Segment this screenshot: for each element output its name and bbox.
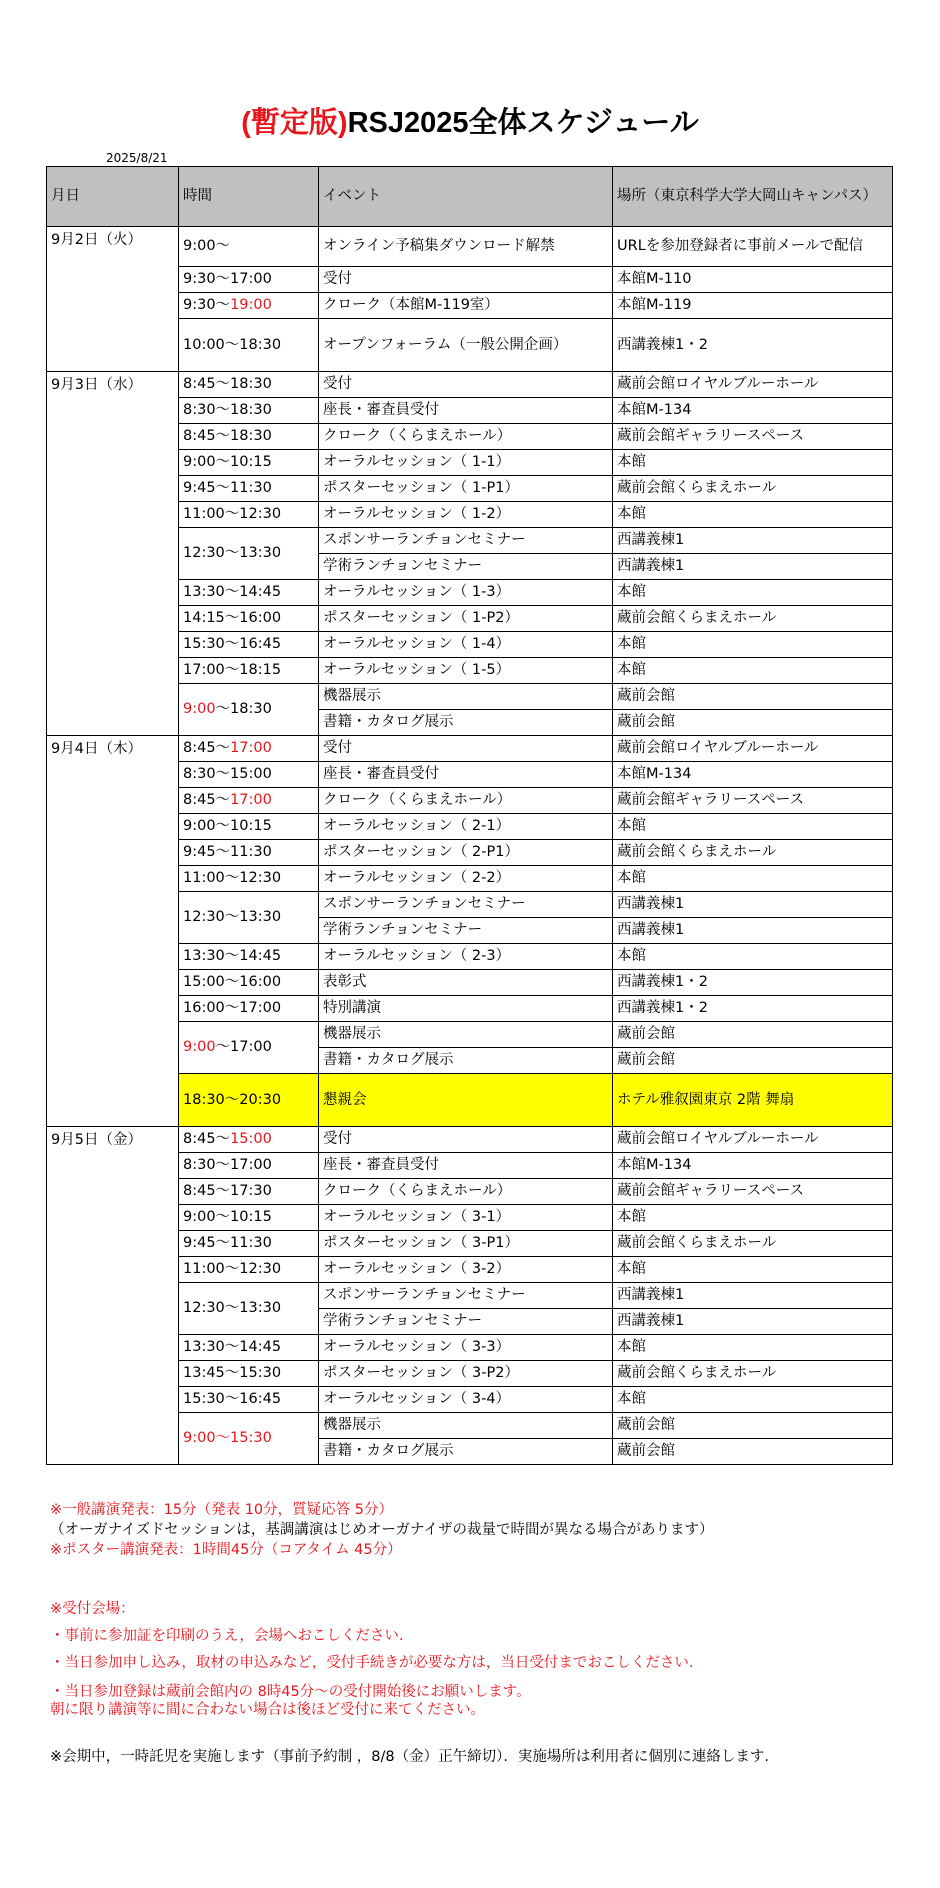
time-cell bbox=[179, 1127, 319, 1153]
place-cell: 本館 bbox=[613, 580, 893, 606]
time-text: 8:45～18:30 bbox=[183, 428, 272, 444]
place-cell: 蔵前会館ギャラリースペース bbox=[613, 788, 893, 814]
place-cell: 本館M-134 bbox=[613, 1153, 893, 1179]
time-text: 9:30～17:00 bbox=[183, 271, 272, 287]
time-text: 18:30～20:30 bbox=[183, 1091, 282, 1108]
time-text: 12:30～13:30 bbox=[183, 545, 282, 561]
event-cell: 機器展示 bbox=[319, 1022, 613, 1048]
note-line: ・当日参加登録は蔵前会館内の 8時45分～の受付開始後にお願いします。 bbox=[50, 1684, 531, 1700]
event-cell: オーラルセッション（ 3-2） bbox=[319, 1257, 613, 1283]
note-line: ※受付会場： bbox=[50, 1601, 135, 1617]
place-cell: 本館 bbox=[613, 1257, 893, 1283]
time-text: 12:30～13:30 bbox=[183, 909, 282, 925]
header-row bbox=[47, 167, 893, 227]
time-cell bbox=[179, 814, 319, 840]
time-text: 8:45～ bbox=[183, 1131, 231, 1147]
event-cell: 機器展示 bbox=[319, 1413, 613, 1439]
time-text: ～18:30 bbox=[215, 701, 272, 717]
place-cell: URLを参加登録者に事前メールで配信 bbox=[613, 227, 893, 267]
time-cell bbox=[179, 762, 319, 788]
time-text: 8:45～18:30 bbox=[183, 376, 272, 392]
event-cell: オーラルセッション（ 1-3） bbox=[319, 580, 613, 606]
event-cell: 書籍・カタログ展示 bbox=[319, 1048, 613, 1074]
place-cell: 西講義棟1・2 bbox=[613, 996, 893, 1022]
table-row bbox=[47, 227, 893, 267]
place-cell: 蔵前会館ロイヤルブルーホール bbox=[613, 1127, 893, 1153]
place-cell: 西講義棟1 bbox=[613, 1283, 893, 1309]
event-cell: ポスターセッション（ 3-P1） bbox=[319, 1231, 613, 1257]
time-text: 9:00～10:15 bbox=[183, 454, 272, 470]
event-cell: 受付 bbox=[319, 1127, 613, 1153]
place-cell: 蔵前会館 bbox=[613, 710, 893, 736]
place-cell: 本館 bbox=[613, 1387, 893, 1413]
place-cell: 西講義棟1 bbox=[613, 892, 893, 918]
time-text: 9:45～11:30 bbox=[183, 480, 272, 496]
note-line: ・事前に参加証を印刷のうえ，会場へおこしください. bbox=[50, 1628, 404, 1644]
place-cell: 本館 bbox=[613, 944, 893, 970]
event-cell: クローク（くらまえホール） bbox=[319, 788, 613, 814]
day-cell: 9月2日（火） bbox=[47, 227, 179, 372]
place-cell: 西講義棟1・2 bbox=[613, 319, 893, 372]
time-text: 15:30～16:45 bbox=[183, 636, 282, 652]
time-cell bbox=[179, 1022, 319, 1074]
place-cell: 蔵前会館くらまえホール bbox=[613, 1361, 893, 1387]
header-day: 月日 bbox=[47, 167, 179, 227]
place-cell: 蔵前会館 bbox=[613, 1439, 893, 1465]
time-cell bbox=[179, 736, 319, 762]
time-cell bbox=[179, 866, 319, 892]
event-cell: クローク（くらまえホール） bbox=[319, 1179, 613, 1205]
time-cell bbox=[179, 970, 319, 996]
place-cell: 本館 bbox=[613, 1205, 893, 1231]
time-cell bbox=[179, 944, 319, 970]
time-text: 13:30～14:45 bbox=[183, 1339, 282, 1355]
time-text: 13:30～14:45 bbox=[183, 584, 282, 600]
time-cell bbox=[179, 372, 319, 398]
time-text: 10:00～18:30 bbox=[183, 336, 282, 353]
place-cell: 本館 bbox=[613, 658, 893, 684]
event-cell: オンライン予稿集ダウンロード解禁 bbox=[319, 227, 613, 267]
place-cell: 西講義棟1・2 bbox=[613, 970, 893, 996]
time-cell bbox=[179, 1413, 319, 1465]
title-prefix: (暫定版) bbox=[241, 107, 348, 139]
event-cell: 学術ランチョンセミナー bbox=[319, 1309, 613, 1335]
event-cell: スポンサーランチョンセミナー bbox=[319, 892, 613, 918]
time-cell bbox=[179, 1231, 319, 1257]
time-cell bbox=[179, 840, 319, 866]
place-cell: 本館M-134 bbox=[613, 762, 893, 788]
schedule-table bbox=[46, 166, 893, 1465]
time-cell bbox=[179, 1257, 319, 1283]
time-text: 8:30～17:00 bbox=[183, 1157, 272, 1173]
time-cell bbox=[179, 1205, 319, 1231]
time-start-red: 9:00 bbox=[183, 1039, 216, 1055]
time-cell bbox=[179, 788, 319, 814]
time-text: 11:00～12:30 bbox=[183, 506, 282, 522]
time-end-red: 17:00 bbox=[230, 792, 272, 808]
place-cell: 本館 bbox=[613, 502, 893, 528]
place-cell: 本館M-134 bbox=[613, 398, 893, 424]
time-text: 8:45～ bbox=[183, 792, 231, 808]
event-cell: スポンサーランチョンセミナー bbox=[319, 528, 613, 554]
note-line: （オーガナイズドセッションは，基調講演はじめオーガナイザの裁量で時間が異なる場合があります） bbox=[50, 1522, 714, 1538]
time-text: 14:15～16:00 bbox=[183, 610, 282, 626]
event-cell: ポスターセッション（ 2-P1） bbox=[319, 840, 613, 866]
event-cell: オープンフォーラム（一般公開企画） bbox=[319, 319, 613, 372]
place-cell: 本館 bbox=[613, 1335, 893, 1361]
event-cell: 座長・審査員受付 bbox=[319, 762, 613, 788]
time-text: 8:30～18:30 bbox=[183, 402, 272, 418]
time-text: 8:30～15:00 bbox=[183, 766, 272, 782]
time-text: 11:00～12:30 bbox=[183, 1261, 282, 1277]
place-cell: 蔵前会館ロイヤルブルーホール bbox=[613, 736, 893, 762]
event-cell: クローク（くらまえホール） bbox=[319, 424, 613, 450]
place-cell: 蔵前会館 bbox=[613, 1048, 893, 1074]
place-cell: 西講義棟1 bbox=[613, 528, 893, 554]
place-cell: 本館 bbox=[613, 866, 893, 892]
time-text: 9:45～11:30 bbox=[183, 844, 272, 860]
table-row bbox=[47, 372, 893, 398]
note-line: ※一般講演発表：15分（発表 10分，質疑応答 5分） bbox=[50, 1502, 393, 1518]
table-row bbox=[47, 736, 893, 762]
event-cell: オーラルセッション（ 1-2） bbox=[319, 502, 613, 528]
place-cell: 蔵前会館くらまえホール bbox=[613, 1231, 893, 1257]
time-cell bbox=[179, 528, 319, 580]
event-cell: 学術ランチョンセミナー bbox=[319, 554, 613, 580]
time-cell bbox=[179, 658, 319, 684]
time-cell bbox=[179, 1361, 319, 1387]
place-cell: 西講義棟1 bbox=[613, 918, 893, 944]
header-event: イベント bbox=[319, 167, 613, 227]
event-cell: オーラルセッション（ 1-1） bbox=[319, 450, 613, 476]
time-cell bbox=[179, 227, 319, 267]
event-cell: 懇親会 bbox=[319, 1074, 613, 1127]
event-cell: 書籍・カタログ展示 bbox=[319, 710, 613, 736]
place-cell: 蔵前会館 bbox=[613, 684, 893, 710]
time-cell bbox=[179, 606, 319, 632]
place-cell: 蔵前会館くらまえホール bbox=[613, 840, 893, 866]
time-cell bbox=[179, 1387, 319, 1413]
place-cell: 西講義棟1 bbox=[613, 1309, 893, 1335]
time-cell bbox=[179, 1153, 319, 1179]
time-end-red: 15:00 bbox=[230, 1131, 272, 1147]
event-cell: オーラルセッション（ 3-4） bbox=[319, 1387, 613, 1413]
schedule-body bbox=[47, 227, 893, 1465]
time-text: 15:30～16:45 bbox=[183, 1391, 282, 1407]
time-text: 9:00～15:30 bbox=[183, 1430, 272, 1446]
event-cell: 表彰式 bbox=[319, 970, 613, 996]
event-cell: オーラルセッション（ 3-1） bbox=[319, 1205, 613, 1231]
event-cell: 受付 bbox=[319, 267, 613, 293]
place-cell: 本館M-110 bbox=[613, 267, 893, 293]
time-text: 9:00～ bbox=[183, 238, 231, 254]
note-line: ※ポスター講演発表：1時間45分（コアタイム 45分） bbox=[50, 1542, 402, 1558]
time-text: 9:30～ bbox=[183, 297, 231, 313]
time-text: 13:45～15:30 bbox=[183, 1365, 282, 1381]
event-cell: 機器展示 bbox=[319, 684, 613, 710]
time-text: 12:30～13:30 bbox=[183, 1300, 282, 1316]
time-cell bbox=[179, 502, 319, 528]
place-cell: 蔵前会館ロイヤルブルーホール bbox=[613, 372, 893, 398]
time-text: ～17:00 bbox=[215, 1039, 272, 1055]
day-cell: 9月3日（水） bbox=[47, 372, 179, 736]
time-text: 17:00～18:15 bbox=[183, 662, 282, 678]
time-text: 11:00～12:30 bbox=[183, 870, 282, 886]
time-cell bbox=[179, 267, 319, 293]
time-cell bbox=[179, 996, 319, 1022]
event-cell: オーラルセッション（ 2-1） bbox=[319, 814, 613, 840]
place-cell: 蔵前会館くらまえホール bbox=[613, 606, 893, 632]
day-cell: 9月4日（木） bbox=[47, 736, 179, 1127]
place-cell: 蔵前会館くらまえホール bbox=[613, 476, 893, 502]
note-line: ・当日参加申し込み，取材の申込みなど，受付手続きが必要な方は，当日受付までおこしください. bbox=[50, 1655, 694, 1671]
time-cell bbox=[179, 476, 319, 502]
event-cell: 座長・審査員受付 bbox=[319, 1153, 613, 1179]
event-cell: オーラルセッション（ 2-3） bbox=[319, 944, 613, 970]
event-cell: 座長・審査員受付 bbox=[319, 398, 613, 424]
header-place: 場所（東京科学大学大岡山キャンパス） bbox=[613, 167, 893, 227]
time-text: 8:45～ bbox=[183, 740, 231, 756]
event-cell: スポンサーランチョンセミナー bbox=[319, 1283, 613, 1309]
place-cell: 本館 bbox=[613, 450, 893, 476]
day-cell: 9月5日（金） bbox=[47, 1127, 179, 1465]
place-cell: 西講義棟1 bbox=[613, 554, 893, 580]
page-title bbox=[0, 105, 940, 141]
time-cell bbox=[179, 1179, 319, 1205]
event-cell: 受付 bbox=[319, 372, 613, 398]
time-cell bbox=[179, 424, 319, 450]
event-cell: オーラルセッション（ 2-2） bbox=[319, 866, 613, 892]
place-cell: 本館M-119 bbox=[613, 293, 893, 319]
time-cell bbox=[179, 293, 319, 319]
event-cell: オーラルセッション（ 3-3） bbox=[319, 1335, 613, 1361]
time-text: 13:30～14:45 bbox=[183, 948, 282, 964]
time-end-red: 19:00 bbox=[230, 297, 272, 313]
place-cell: 蔵前会館 bbox=[613, 1022, 893, 1048]
place-cell: 蔵前会館ギャラリースペース bbox=[613, 1179, 893, 1205]
time-cell bbox=[179, 580, 319, 606]
place-cell: 本館 bbox=[613, 632, 893, 658]
time-cell bbox=[179, 684, 319, 736]
title-main: RSJ2025全体スケジュール bbox=[347, 107, 699, 139]
time-cell bbox=[179, 319, 319, 372]
time-cell bbox=[179, 892, 319, 944]
event-cell: オーラルセッション（ 1-5） bbox=[319, 658, 613, 684]
time-cell bbox=[179, 1283, 319, 1335]
time-text: 9:00～10:15 bbox=[183, 818, 272, 834]
header-time: 時間 bbox=[179, 167, 319, 227]
note-line: ※会期中，一時託児を実施します（事前予約制 ，8/8（金）正午締切）．実施場所は利用者に個別に連絡します. bbox=[50, 1749, 769, 1765]
time-text: 9:00～10:15 bbox=[183, 1209, 272, 1225]
note-line: 朝に限り講演等に間に合わない場合は後ほど受付に来てください。 bbox=[50, 1702, 485, 1718]
time-text: 16:00～17:00 bbox=[183, 1000, 282, 1016]
document-date: 2025/8/21 bbox=[106, 151, 168, 165]
time-end-red: 17:00 bbox=[230, 740, 272, 756]
event-cell: ポスターセッション（ 1-P2） bbox=[319, 606, 613, 632]
time-cell bbox=[179, 1074, 319, 1127]
table-row bbox=[47, 1127, 893, 1153]
place-cell: ホテル雅叙園東京 2階 舞扇 bbox=[613, 1074, 893, 1127]
time-cell bbox=[179, 398, 319, 424]
time-cell bbox=[179, 632, 319, 658]
place-cell: 蔵前会館 bbox=[613, 1413, 893, 1439]
event-cell: ポスターセッション（ 1-P1） bbox=[319, 476, 613, 502]
event-cell: 特別講演 bbox=[319, 996, 613, 1022]
time-text: 8:45～17:30 bbox=[183, 1183, 272, 1199]
time-text: 15:00～16:00 bbox=[183, 974, 282, 990]
time-text: 9:45～11:30 bbox=[183, 1235, 272, 1251]
time-cell bbox=[179, 450, 319, 476]
event-cell: ポスターセッション（ 3-P2） bbox=[319, 1361, 613, 1387]
event-cell: 学術ランチョンセミナー bbox=[319, 918, 613, 944]
event-cell: クローク（本館M-119室） bbox=[319, 293, 613, 319]
event-cell: 受付 bbox=[319, 736, 613, 762]
time-cell bbox=[179, 1335, 319, 1361]
place-cell: 本館 bbox=[613, 814, 893, 840]
place-cell: 蔵前会館ギャラリースペース bbox=[613, 424, 893, 450]
time-start-red: 9:00 bbox=[183, 701, 216, 717]
event-cell: 書籍・カタログ展示 bbox=[319, 1439, 613, 1465]
event-cell: オーラルセッション（ 1-4） bbox=[319, 632, 613, 658]
